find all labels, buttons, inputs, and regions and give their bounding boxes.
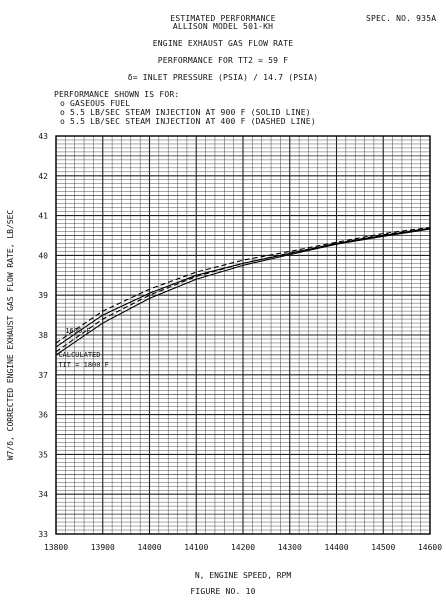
x-tick-label: 13800 xyxy=(43,543,69,552)
y-axis-label: W7/δ, CORRECTED ENGINE EXHAUST GAS FLOW RATE, LB/SEC xyxy=(6,209,15,461)
chart-title-line1: ESTIMATED PERFORMANCE xyxy=(170,14,276,23)
x-tick-label: 14100 xyxy=(184,543,209,552)
performance-shown-label: PERFORMANCE SHOWN IS FOR: xyxy=(54,90,180,99)
x-tick-label: 14500 xyxy=(371,543,396,552)
y-tick-label: 40 xyxy=(38,251,48,261)
chart-subtitle: ENGINE EXHAUST GAS FLOW RATE xyxy=(152,39,294,48)
annotation-label: CALCULATED xyxy=(58,350,101,359)
x-tick-label: 14000 xyxy=(137,543,162,552)
chart-grid xyxy=(56,136,430,534)
y-tick-label: 36 xyxy=(38,410,48,420)
delta-definition: δ= INLET PRESSURE (PSIA) / 14.7 (PSIA) xyxy=(127,73,319,82)
bullet-gaseous-fuel: o GASEOUS FUEL xyxy=(60,99,131,108)
annotation-label: TIT = 1800 F xyxy=(58,360,109,369)
x-tick-label: 14400 xyxy=(324,543,349,552)
y-tick-label: 34 xyxy=(38,490,48,500)
spec-number: SPEC. NO. 935A xyxy=(366,14,437,23)
bullet-steam-900: o 5.5 LB/SEC STEAM INJECTION AT 900 F (SOLID LINE) xyxy=(60,108,311,117)
y-tick-label: 39 xyxy=(38,291,48,301)
figure-number: FIGURE NO. 10 xyxy=(190,587,256,596)
x-tick-label: 14200 xyxy=(230,543,256,552)
annotation-label: 1600 F xyxy=(65,327,91,336)
x-axis-label: N, ENGINE SPEED, RPM xyxy=(194,571,292,580)
chart-title-line2: ALLISON MODEL 501-KH xyxy=(172,22,274,31)
y-tick-label: 41 xyxy=(38,211,48,221)
y-tick-label: 35 xyxy=(38,450,48,460)
y-tick-label: 42 xyxy=(38,171,48,181)
x-tick-label: 13900 xyxy=(90,543,115,552)
x-tick-label: 14300 xyxy=(277,543,302,552)
y-tick-label: 43 xyxy=(38,132,48,141)
y-tick-label: 38 xyxy=(38,331,48,340)
x-tick-label: 14600 xyxy=(417,543,443,552)
bullet-steam-400: o 5.5 LB/SEC STEAM INJECTION AT 400 F (DASHED LINE) xyxy=(60,117,316,126)
y-tick-label: 37 xyxy=(38,370,48,380)
chart-condition: PERFORMANCE FOR TT2 = 59 F xyxy=(157,56,289,65)
y-tick-label: 33 xyxy=(38,530,48,539)
